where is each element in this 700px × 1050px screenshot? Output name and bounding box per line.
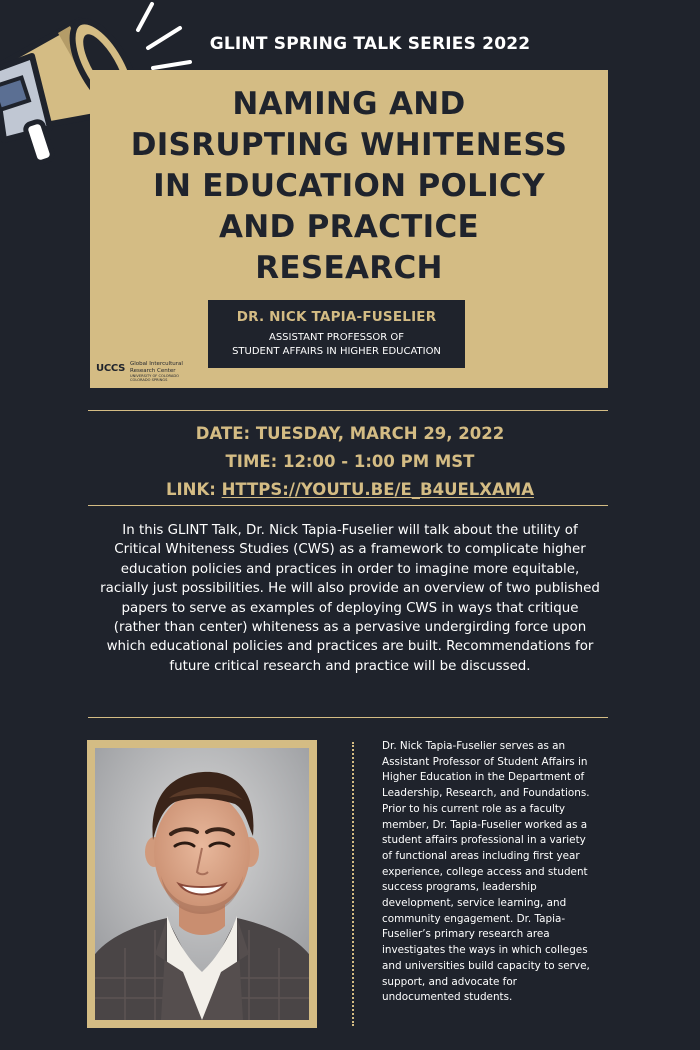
bio-line: student affairs professional in a variety — [382, 834, 586, 847]
description-line: future critical research and practice will be discussed. — [169, 658, 531, 674]
bio-line: investigates the ways in which colleges — [382, 944, 588, 957]
uccs-logo — [96, 360, 196, 384]
logo-line: Research Center — [130, 367, 176, 374]
description-line: racially just possibilities. He will also provide an overview of two published — [100, 581, 600, 597]
description-line: papers to serve as examples of deploying CWS in ways that critique — [121, 600, 579, 616]
series-title: GLINT SPRING TALK SERIES 2022 — [209, 34, 531, 54]
talk-title-line: IN EDUCATION POLICY — [153, 168, 545, 204]
uccs-logo-mark: UCCS — [96, 363, 125, 374]
bio-line: Prior to his current role as a faculty — [382, 802, 566, 815]
event-link — [80, 476, 620, 504]
speaker-role-line: STUDENT AFFAIRS IN HIGHER EDUCATION — [232, 346, 441, 357]
divider-bottom — [88, 717, 608, 718]
logo-text — [130, 361, 183, 383]
event-time: TIME: 12:00 - 1:00 PM MST — [225, 452, 475, 471]
talk-description — [70, 521, 630, 676]
description-line: (rather than center) whiteness as a pervasive undergirding force upon — [113, 620, 587, 636]
bio-line: Assistant Professor of Student Affairs in — [382, 755, 588, 768]
event-link-label: LINK: — [166, 480, 222, 499]
bio-line: member, Dr. Tapia-Fuselier worked as a — [382, 818, 588, 831]
event-link-url[interactable]: HTTPS://YOUTU.BE/E_B4UELXAMA — [221, 480, 534, 499]
talk-title-line: DISRUPTING WHITENESS — [130, 127, 568, 163]
event-info — [80, 420, 620, 504]
bio-divider — [352, 742, 354, 1026]
event-date: DATE: TUESDAY, MARCH 29, 2022 — [195, 424, 505, 443]
logo-line: Global Intercultural — [130, 361, 183, 367]
bio-line: Fuselier’s primary research area — [382, 928, 550, 941]
description-line: Critical Whiteness Studies (CWS) as a framework to complicate higher — [114, 542, 586, 558]
description-line: which educational policies and practices are built. Recommendations for — [106, 639, 594, 655]
speaker-portrait — [95, 748, 309, 1020]
description-line: In this GLINT Talk, Dr. Nick Tapia-Fuselier will talk about the utility of — [122, 523, 578, 538]
speaker-bio — [382, 739, 642, 1006]
description-line: education policies and practices in order to imagine more equitable, — [120, 561, 580, 577]
logo-small-line: COLORADO SPRINGS — [130, 378, 168, 383]
talk-title-line: AND PRACTICE — [218, 209, 479, 245]
talk-title-line: RESEARCH — [255, 250, 443, 286]
divider-top — [88, 410, 608, 411]
speaker-name: DR. NICK TAPIA-FUSELIER — [236, 309, 437, 325]
bio-line: community engagement. Dr. Tapia- — [382, 912, 566, 925]
bio-line: undocumented students. — [382, 991, 513, 1004]
divider-middle — [88, 505, 608, 506]
bio-line: success programs, leadership — [382, 881, 537, 894]
talk-title-line: NAMING AND — [232, 86, 466, 122]
logo-small-line: UNIVERSITY OF COLORADO — [130, 374, 179, 378]
speaker-photo-frame — [87, 740, 317, 1028]
bio-line: Dr. Nick Tapia-Fuselier serves as an — [382, 740, 566, 752]
bio-line: Leadership, Research, and Foundations. — [382, 787, 590, 800]
speaker-role — [208, 331, 465, 359]
talk-title — [90, 84, 608, 289]
title-panel — [90, 70, 608, 388]
bio-line: of functional areas including first year — [382, 849, 580, 862]
speaker-box — [208, 300, 465, 368]
bio-line: Higher Education in the Department of — [382, 771, 585, 784]
bio-line: and universities build capacity to serve, — [382, 959, 590, 972]
speaker-photo — [95, 748, 309, 1020]
bio-line: development, service learning, and — [382, 897, 567, 910]
bio-line: experience, college access and student — [382, 865, 588, 878]
bio-line: support, and advocate for — [382, 975, 517, 988]
speaker-role-line: ASSISTANT PROFESSOR OF — [268, 332, 404, 343]
